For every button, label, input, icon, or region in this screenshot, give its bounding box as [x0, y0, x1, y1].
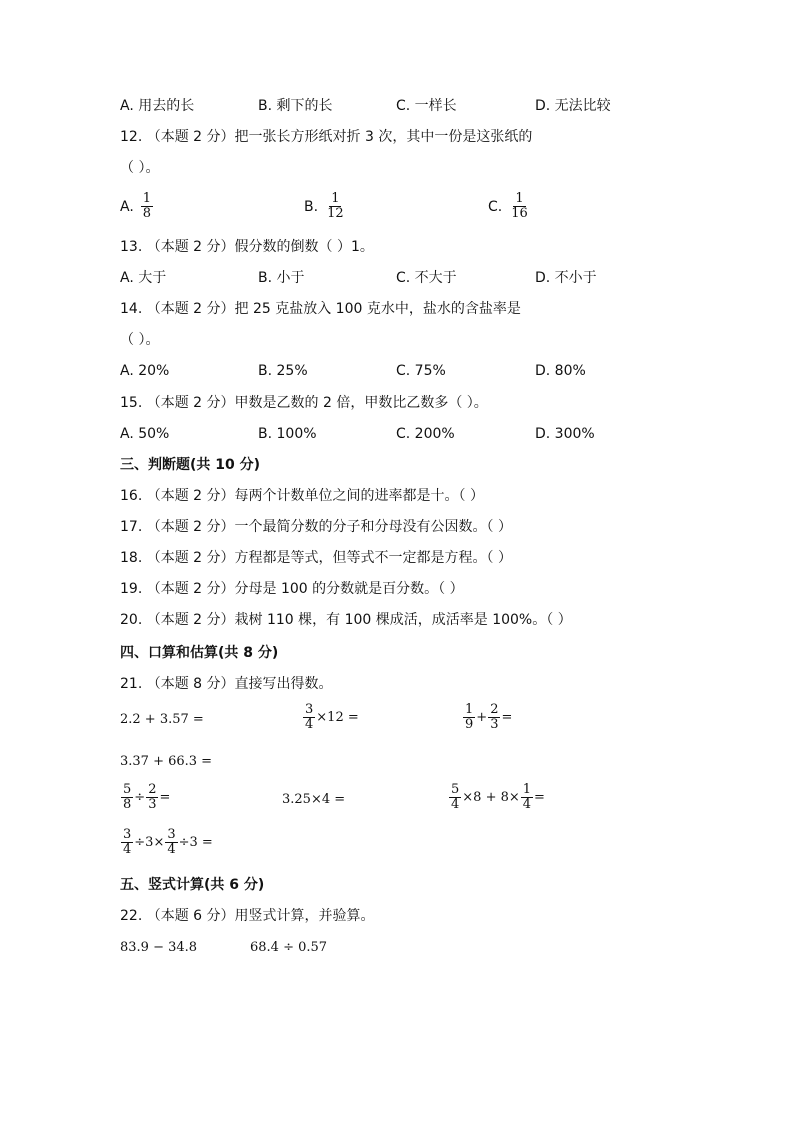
judge-item: 17. （本题 2 分）一个最简分数的分子和分母没有公因数。（ ） — [120, 519, 512, 535]
q13-option-a: A. 大于 — [120, 270, 167, 286]
q12-blank: （ ）。 — [120, 160, 160, 176]
q11-option-d: D. 无法比较 — [535, 98, 611, 114]
expression: $\frac{3}{4}$ ×12 = — [305, 702, 359, 732]
expression: 3.37 + 66.3 = — [120, 754, 213, 769]
q15-option-c: C. 200% — [396, 426, 455, 442]
expression: 68.4 ÷ 0.57 — [250, 940, 328, 955]
section-heading-vertical-calc: 五、竖式计算(共 6 分) — [120, 877, 265, 893]
judge-item: 16. （本题 2 分）每两个计数单位之间的进率都是十。（ ） — [120, 488, 484, 504]
expression: $\frac{5}{8}$ ÷ $\frac{2}{3}$ = — [123, 782, 171, 812]
judge-item: 18. （本题 2 分）方程都是等式，但等式不一定都是方程。（ ） — [120, 550, 512, 566]
q22-stem: 22. （本题 6 分）用竖式计算，并验算。 — [120, 908, 375, 924]
expression: 83.9 − 34.8 — [120, 940, 198, 955]
fraction: $\frac{2}{3}$ — [148, 782, 157, 812]
q13-option-c: C. 不大于 — [396, 270, 457, 286]
fraction: $\frac{3}{4}$ — [305, 702, 314, 732]
option-label: B. — [304, 198, 319, 215]
expression: $\frac{3}{4}$ ÷3× $\frac{3}{4}$ ÷3 = — [123, 827, 213, 857]
expression: $\frac{1}{9}$ + $\frac{2}{3}$ = — [465, 702, 513, 732]
q14-blank: （ ）。 — [120, 332, 160, 348]
q11-option-c: C. 一样长 — [396, 98, 457, 114]
q13-option-b: B. 小于 — [258, 270, 305, 286]
q15-option-d: D. 300% — [535, 426, 595, 442]
q15-option-a: A. 50% — [120, 426, 170, 442]
q13-option-d: D. 不小于 — [535, 270, 597, 286]
q14-stem: 14. （本题 2 分）把 25 克盐放入 100 克水中，盐水的含盐率是 — [120, 301, 521, 317]
fraction: $\frac{5}{4}$ — [451, 782, 460, 812]
fraction: $\frac{1}{12}$ — [327, 191, 344, 221]
q12-stem: 12. （本题 2 分）把一张长方形纸对折 3 次，其中一份是这张纸的 — [120, 129, 533, 145]
q15-stem: 15. （本题 2 分）甲数是乙数的 2 倍，甲数比乙数多（ ）。 — [120, 395, 488, 411]
judge-item: 20. （本题 2 分）栽树 110 棵，有 100 棵成活，成活率是 100%。（ ） — [120, 612, 572, 628]
expression: 3.25×4 = — [282, 792, 346, 807]
option-label: A. — [120, 198, 134, 215]
fraction: $\frac{1}{16}$ — [511, 191, 528, 221]
option-label: C. — [488, 198, 503, 215]
section-heading-judge: 三、判断题(共 10 分) — [120, 457, 261, 473]
expression: 2.2 + 3.57 = — [120, 712, 204, 727]
judge-item: 19. （本题 2 分）分母是 100 的分数就是百分数。（ ） — [120, 581, 464, 597]
q21-stem: 21. （本题 8 分）直接写出得数。 — [120, 676, 333, 692]
q15-option-b: B. 100% — [258, 426, 317, 442]
q14-option-b: B. 25% — [258, 363, 308, 379]
fraction: $\frac{1}{9}$ — [465, 702, 474, 732]
q13-stem: 13. （本题 2 分）假分数的倒数（ ）1。 — [120, 239, 374, 255]
fraction: $\frac{1}{4}$ — [522, 782, 532, 812]
q12-option-b — [304, 192, 347, 221]
fraction: $\frac{3}{4}$ — [167, 827, 176, 857]
fraction: $\frac{1}{8}$ — [142, 191, 152, 221]
q14-option-d: D. 80% — [535, 363, 586, 379]
q14-option-a: A. 20% — [120, 363, 170, 379]
q11-option-a: A. 用去的长 — [120, 98, 195, 114]
q11-option-b: B. 剩下的长 — [258, 98, 333, 114]
q12-option-c — [488, 192, 531, 221]
fraction: $\frac{3}{4}$ — [123, 827, 132, 857]
q14-option-c: C. 75% — [396, 363, 446, 379]
fraction: $\frac{5}{8}$ — [123, 782, 132, 812]
section-heading-mental-math: 四、口算和估算(共 8 分) — [120, 645, 279, 661]
q12-option-a — [120, 192, 154, 221]
expression: $\frac{5}{4}$ ×8 + 8× $\frac{1}{4}$ = — [451, 782, 545, 812]
fraction: $\frac{2}{3}$ — [490, 702, 499, 732]
